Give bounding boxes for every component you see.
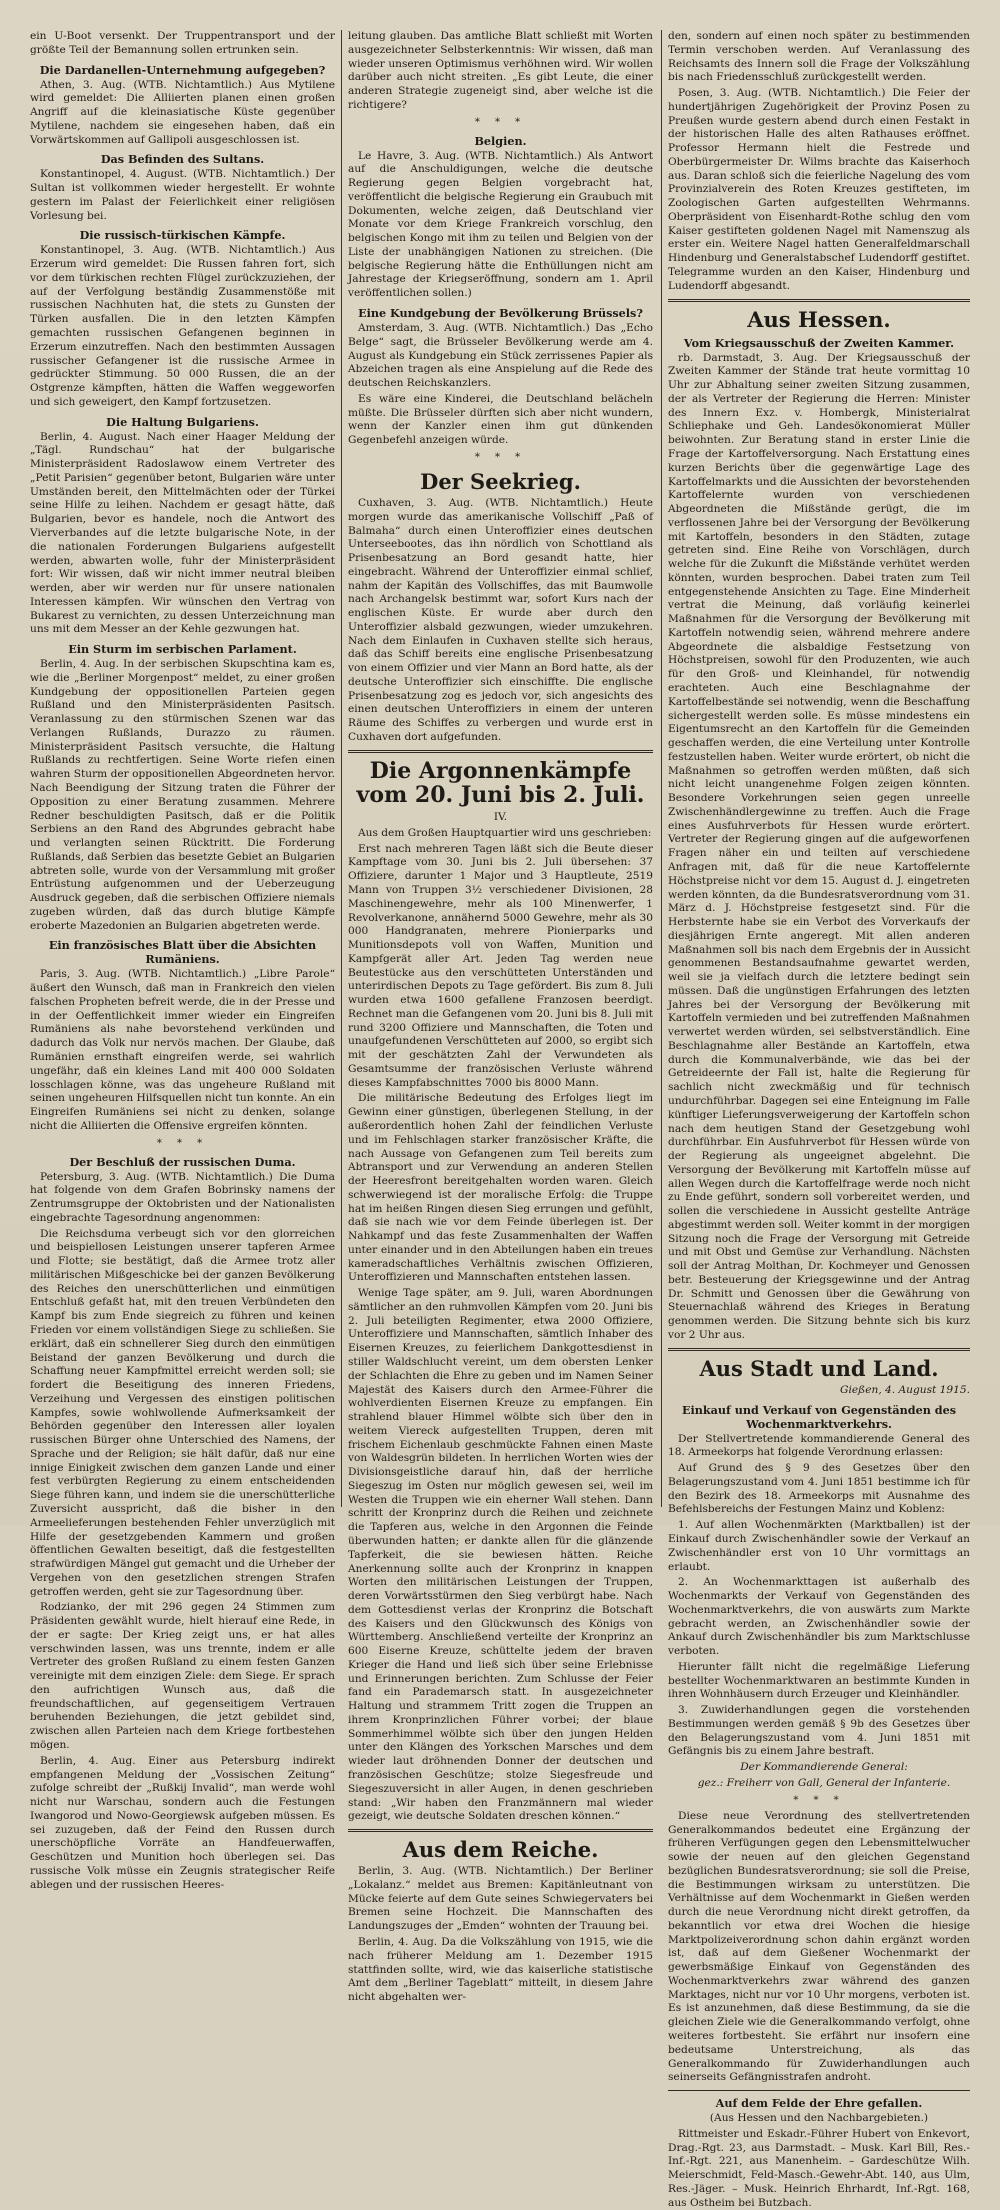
- signature-name: gez.: Freiherr von Gall, General der Infanterie.: [697, 1777, 951, 1789]
- section-divider: [668, 2090, 970, 2091]
- column-middle: [348, 30, 653, 2004]
- article-paragraph: 1. Auf allen Wochenmärkten (Marktballen) ist der Einkauf durch Zwischenhändler sowie der Verkauf an Zwischenhändler erst von 10 Uhr vormittags an erlaubt.: [668, 1519, 970, 1573]
- article-paragraph: Berlin, 4. Aug. In der serbischen Skupschtina kam es, wie die „Berliner Morgenpost“ meldet, zu einer großen Kundgebung der oppositionellen Parteien gegen Rußland und den Ministerpräsidenten Pasitsch. Veranlassung zu den stürmischen Szenen war das Verlangen Rußlands, Durazzo zu räumen. Ministerpräsident Pasitsch versuchte, die Haltung Rußlands zu rechtfertigen. Seine Worte riefen einen wahren Sturm der oppositionellen Abgeordneten hervor. Nach Beendigung der Sitzung traten die Führer der Opposition zu einer Beratung zusammen. Mehrere Redner beschuldigten Pasitsch, daß er die Politik Serbiens an den Rand des Abgrundes gebracht habe und verlangten seinen Rücktritt. Die Forderung Rußlands, daß Serbien das besetzte Gebiet an Bulgarien abtreten solle, wurde von der Versammlung mit großer Entrüstung aufgenommen und der Ueberzeugung Ausdruck gegeben, daß die serbischen Offiziere niemals zugeben würden, daß das durch blutige Kämpfe eroberte Mazedonien an Bulgarien abgetreten werde.: [30, 658, 335, 932]
- headline-serbien: Ein Sturm im serbischen Parlament.: [68, 642, 297, 657]
- section-title-seekrieg: Der Seekrieg.: [420, 468, 581, 494]
- article-paragraph: Es wäre eine Kinderei, die Deutschland belächeln müßte. Die Brüsseler dürften sich aber nicht wundern, wenn der Kanzler einen ihm gut dünkenden Gegenbefehl anzeigen würde.: [348, 392, 653, 447]
- section-divider: [668, 299, 970, 302]
- article-paragraph: Der Stellvertretende kommandierende General des 18. Armeekorps hat folgende Verordnung erlassen:: [668, 1432, 970, 1459]
- article-paragraph: Auf Grund des § 9 des Gesetzes über den Belagerungszustand vom 4. Juni 1851 bestimme ich für den Bezirk des 18. Armeekorps mit Ausnahme des Befehlsbereichs der Festungen Mainz und Koblenz:: [668, 1462, 970, 1516]
- article-paragraph: 2. An Wochenmarkttagen ist außerhalb des Wochenmarkts der Verkauf von Gegenständen des Wochenmarktverkehrs, die von auswärts zum Markte gebracht werden, an Zwischenhändler sowie der Ankauf durch Zwischenhändler bis zum Marktschlusse verboten.: [668, 1576, 970, 1658]
- article-paragraph: Berlin, 4. Aug. Einer aus Petersburg indirekt empfangenen Meldung der „Vossischen Zeitung“ zufolge schreibt der „Rußkij Invalid“, man werde wohl nicht nur Warschau, sondern auch die Festungen Iwangorod und Nowo-Georgiewsk aufgeben müssen. Es sei zuzugeben, daß der Feind den Russen durch unerschöpfliche Vorräte an Handfeuerwaffen, Geschützen und Munition hoch überlegen sei. Das russische Volk müsse ein Zeugnis strategischer Reife ablegen und der russischen Heeres-: [30, 1754, 335, 1891]
- article-paragraph: Konstantinopel, 4. August. (WTB. Nichtamtlich.) Der Sultan ist vollkommen wieder hergestellt. Er wohnte gestern im Palast der Feierlichkeit einer religiösen Vorlesung bei.: [30, 168, 335, 222]
- article-paragraph: Berlin, 4. August. Nach einer Haager Meldung der „Tägl. Rundschau“ hat der bulgarische Ministerpräsident Radoslawow einem Vertreter des „Petit Parisien“ gegenüber betont, Bulgarien wäre unter Umständen bereit, den Mittelmächten oder der Türkei seine Hilfe zu leihen. Nachdem er gesagt hätte, daß Bulgarien, bevor es handele, noch die Antwort des Vierverbandes auf die letzte bulgarische Note, in der die nationalen Forderungen Bulgariens aufgestellt werden, abwarten wolle, fuhr der Ministerpräsident fort: Wir wissen, daß wir nicht immer neutral bleiben werden, aber wir werden nur für unsere nationalen Interessen kämpfen. Wir wünschen den Vertrag von Bukarest zu vernichten, zu dessen Unterzeichnung man uns mit dem Messer an der Kehle gezwungen hat.: [30, 430, 335, 636]
- headline-belgien: Belgien.: [474, 133, 527, 148]
- headline-bulgarien: Die Haltung Bulgariens.: [106, 414, 259, 429]
- article-paragraph: Amsterdam, 3. Aug. (WTB. Nichtamtlich.) Das „Echo Belge“ sagt, die Brüsseler Bevölkerung werde am 4. August als Kundgebung ein Stück zerrissenes Papier als Abzeichen tragen als eine Anspielung auf die Rede des deutschen Reichskanzlers.: [348, 322, 653, 390]
- article-paragraph: Berlin, 3. Aug. (WTB. Nichtamtlich.) Der Berliner „Lokalanz.“ meldet aus Bremen: Kapitänleutnant von Mücke feierte auf dem Gute seines Schwiegervaters bei Bremen seine Hochzeit. Die Mannschaften des Landungszuges der „Emden“ wohnten der Trauung bei.: [348, 1865, 653, 1933]
- headline-bruessel: Eine Kundgebung der Bevölkerung Brüssels?: [358, 306, 643, 321]
- column-right: [668, 30, 970, 2209]
- section-title-reich: Aus dem Reiche.: [402, 1837, 599, 1863]
- article-paragraph: Konstantinopel, 3. Aug. (WTB. Nichtamtlich.) Aus Erzerum wird gemeldet: Die Russen fahren fort, sich vor dem türkischen rechten Flügel zurückzuziehen, der auf der Verfolgung beständig Zusammenstöße mit russischen Nachhuten hat, die stets zu Gunsten der Türken ausfallen. Die in den letzten Kämpfen gemachten russischen Gefangenen beginnen in Erzerum einzutreffen. Nach den bestimmten Aussagen russischer Gefangener ist die russische Armee in gedrückter Stimmung. 50 000 Russen, die an der Ostgrenze kämpften, hätten die Waffen weggeworfen und sich geweigert, den Kampf fortzusetzen.: [30, 244, 335, 408]
- article-paragraph: Rittmeister und Eskadr.-Führer Hubert von Enkevort, Drag.-Rgt. 23, aus Darmstadt. – Musk. Karl Bill, Res.-Inf.-Rgt. 221, aus Manenheim. – Gardeschütze Wilh. Meierschmidt, Feld-Masch.-Gewehr-Abt. 140, aus Ulm, Res.-Jäger. – Musk. Heinrich Ehrhardt, Inf.-Rgt. 168, aus Ostheim bei Butzbach.: [668, 2127, 970, 2209]
- separator-stars: * * *: [156, 1137, 209, 1149]
- article-paragraph: Hierunter fällt nicht die regelmäßige Lieferung bestellter Wochenmarktwaren an bestimmte Kunden in ihren Wohnhäusern durch Erzeuger und Kleinhändler.: [668, 1660, 970, 1701]
- article-paragraph: Wenige Tage später, am 9. Juli, waren Abordnungen sämtlicher an den ruhmvollen Kämpfen vom 20. Juni bis 2. Juli beteiligten Regimenter, etwa 2000 Offiziere, Unteroffiziere und Mannschaften, sämtlich Inhaber des Eisernen Kreuzes, zu feierlichem Dankgottesdienst in stiller Waldschlucht vereint, um dem obersten Lenker der Schlachten die Ehre zu geben und im Namen Seiner Majestät des Kaisers durch den Armee-Führer die wohlverdienten Eisernen Kreuze zu empfangen. Ein strahlend blauer Himmel wölbte sich über den in weitem Viereck aufgestellten Truppen, deren mit frischem Eichenlaub geschmückte Fahnen einen Maste von Waldesgrün bildeten. In herrlichen Worten wies der Divisionsgeistliche darauf hin, daß der herrliche Siegeszug im Osten nur möglich gewesen sei, weil im Westen die Truppen wie ein eherner Wall stehen. Dann schritt der Kronprinz durch die Reihen und zeichnete die Tapferen aus, welche in den Argonnen die Feinde überwunden hatten; er dankte allen für die glänzende Tapferkeit, die sie bewiesen hätten. Reiche Anerkennung sollte auch der Kronprinz in knappen Worten den militärischen Leistungen der Truppen, deren Vorwärtsstürmen den Sieg verbürgt habe. Nach dem Gottesdienst verlas der Kronprinz die Botschaft des Kaisers und den Glückwunsch des Königs von Württemberg. Anschließend verteilte der Kronprinz an 600 Eiserne Kreuze, schüttelte jedem der braven Krieger die Hand und ließ sich über seine Erlebnisse und Erinnerungen berichten. Zum Schlusse der Feier fand ein Parademarsch statt. In ausgezeichneter Haltung und strammem Tritt zogen die Truppen an ihrem Kronprinzlichen Führer vorbei; der blaue Sommerhimmel wölbte sich über den jungen Helden unter den Klängen des Yorkschen Marsches und dem wieder laut dröhnenden Donner der deutschen und französischen Geschütze; stolze Siegesfreude und Siegeszuversicht in aller Augen, in denen geschrieben stand: „Wir haben den Franzmännern mal wieder gezeigt, wie deutsche Soldaten dreschen können.“: [348, 1287, 653, 1823]
- part-number: IV.: [493, 811, 508, 824]
- signature-line: Der Kommandierende General:: [740, 1761, 908, 1774]
- article-paragraph: ein U-Boot versenkt. Der Truppentransport und der größte Teil der Bemannung sollen ertrunken sein.: [30, 30, 335, 56]
- headline-rumaenien: Ein französisches Blatt über die Absichten Rumäniens.: [48, 938, 317, 967]
- column-divider: [341, 30, 342, 1507]
- article-paragraph: Diese neue Verordnung des stellvertretenden Generalkommandos bedeutet eine Ergänzung der früheren Verfügungen gegen den Lebensmittelwucher sowie der neuen auf den gleichen Gegenstand bezüglichen Bundesratsverordnung; sie soll die Preise, die Bestimmungen wirksam zu unterstützen. Die Verhältnisse auf dem Wochenmarkt in Gießen werden durch die neue Verordnung nicht direkt getroffen, da bekanntlich vor etwa drei Wochen die hiesige Marktpolizeiverordnung schon dahin ergänzt worden ist, daß auf dem Gießener Wochenmarkt der gewerbsmäßige Einkauf von Gegenständen des Wochenmarktverkehrs zwar während des ganzen Marktages, nicht nur vor 10 Uhr morgens, verboten ist. Es ist anzunehmen, daß diese Bestimmung, da sie die gleichen Ziele wie die Generalkommando verfolgt, ohne weiteres fortbesteht. Sie erfährt nur insofern eine bedeutsame Unterstreichung, als das Generalkommando für Zuwiderhandlungen auch seinerseits Gefängnisstrafen androht.: [668, 1809, 970, 2084]
- section-title-stadt-land: Aus Stadt und Land.: [699, 1355, 939, 1381]
- column-left: [30, 30, 335, 1891]
- headline-russ-tuerk: Die russisch-türkischen Kämpfe.: [79, 228, 286, 243]
- article-paragraph: Paris, 3. Aug. (WTB. Nichtamtlich.) „Libre Parole“ äußert den Wunsch, daß man in Frankreich den vielen falschen Propheten befreit werde, die in der Presse und in der Oeffentlichkeit immer wieder ein Eingreifen Rumäniens als nahe bevorstehend verkünden und dadurch das Volk nur nervös machen. Der Glaube, daß Rumänien ernsthaft eingreifen werde, sei wahrlich ungefähr, daß ein kleines Land mit 400 000 Soldaten losschlagen könne, was das ungeheure Rußland mit seinen ungeheuren Hilfsquellen nicht tun konnte. An ein Eingreifen Rumäniens sei nicht zu denken, solange nicht die Alliierten die Offensive ergreifen könnten.: [30, 968, 335, 1132]
- article-paragraph: Berlin, 4. Aug. Da die Volkszählung von 1915, wie die nach früherer Meldung am 1. Dezember 1915 stattfinden sollte, wird, wie das kaiserliche statistische Amt dem „Berliner Tageblatt“ mitteilt, in diesem Jahre nicht abgehalten wer-: [348, 1935, 653, 2004]
- article-paragraph: rb. Darmstadt, 3. Aug. Der Kriegsausschuß der Zweiten Kammer der Stände trat heute vormittag 10 Uhr zur Abhaltung seiner zweiten Sitzung zusammen, der als Vertreter der Regierung die Herren: Minister des Innern Exz. v. Hombergk, Ministerialrat Schliephake und Geh. Landesökonomierat Müller beiwohnten. Zur Beratung stand in erster Linie die Frage der Kartoffelversorgung. Nach Erstattung eines kurzen Berichts über die gegenwärtige Lage des Kartoffelmarkts und die Aussichten der bevorstehenden Kartoffelernte wurden von verschiedenen Abgeordneten die Mißstände gerügt, die im verflossenen Jahre bei der Versorgung der Bevölkerung mit Kartoffeln, besonders in den Städten, zutage getreten sind. Eine Reihe von Vorschlägen, durch welche für die Zukunft die Mißstände verhütet werden könnten, wurden besprochen. Dabei traten zum Teil entgegenstehende Ansichten zu Tage. Eine Minderheit vertrat die Meinung, daß vorläufig keinerlei Maßnahmen für die Versorgung der Bevölkerung mit Kartoffeln notwendig seien, während mehrere andere Abgeordnete die alsbaldige Festsetzung von Höchstpreisen, sowohl für den Produzenten, wie auch für den Groß- und Kleinhandel, für notwendig erachteten. Auch eine Beschlagnahme der Kartoffelbestände sei notwendig, wenn die Beschaffung sichergestellt werden solle. Es müsse mindestens ein Eigentumsrecht an den Kartoffeln für die Gemeinden geschaffen werden, die eine Verteilung unter Kontrolle festzustellen haben. Weiter wurde erörtert, ob nicht die Maßnahmen so getroffen werden müßten, daß sich nicht leicht unangenehme Folgen zeigen könnten. Besondere Vorkehrungen seien gegen unreelle Zwischenhändlergewinne zu treffen. Auch die Frage eines Ausfuhrverbots für Hessen wurde erörtert. Vertreter der Regierung gingen auf die aufgeworfenen Fragen näher ein und teilten auf verschiedene Anfragen mit, daß für die neue Kartoffelernte Höchstpreise nicht vor dem 15. August d. J. eingetreten werden könnten, da die Bundesratsverordnung vom 31. März d. J. Höchstpreise festgesetzt sind. Für die Herbsternte habe sie ein Verbot des Vorverkaufs der diesjährigen Ernte angeregt. Mit allen anderen Maßnahmen soll bis nach dem Ergebnis der in Aussicht genommenen Bestandsaufnahme gewartet werden, weil sie ja vielfach durch die letztere bedingt sein müssen. Daß die ungünstigen Erfahrungen des letzten Jahres bei der Versorgung der Bevölkerung mit Kartoffeln vermieden und bei zutreffenden Maßnahmen verwertet werden würden, sei selbstverständlich. Eine Beschlagnahme aller Bestände an Kartoffeln, etwa durch die Kommunalverbände, wie das bei der Getreideernte der Fall ist, halte die Regierung für sachlich nicht zweckmäßig und für technisch undurchführbar. Dagegen sei eine Enteignung im Falle künftiger Lieferungsverweigerung der Kartoffeln schon nach dem heutigen Stand der Gesetzgebung wohl durchführbar. Ein Ausfuhrverbot für Hessen würde von der Regierung als ungeeignet abgelehnt. Die Versorgung der Bevölkerung mit Kartoffeln müsse auf allen Wegen durch die Kartoffelfrage werde noch nicht zu Ende geführt, sondern soll vorbereitet werden, und sollen die verschiedene in Aussicht gestellte Anträge abgestimmt werden soll. Weiter kommt in der morgigen Sitzung noch die Frage der Versorgung mit Getreide und mit Obst und Gemüse zur Verhandlung. Nächsten soll der Antrag Molthan, Dr. Kochmeyer und Genossen betr. Besteuerung der Kriegsgewinne und der Antrag Dr. Schmitt und Genossen über die Gewährung von Steuernachlaß während des Krieges in Beratung genommen werden. Die Sitzung behnte sich bis kurz vor 2 Uhr aus.: [668, 351, 970, 1341]
- subheadline-gefallen: (Aus Hessen und den Nachbargebieten.): [709, 2112, 929, 2125]
- article-paragraph: Die militärische Bedeutung des Erfolges liegt im Gewinn einer günstigen, überlegenen Stellung, in der außerordentlich hohen Zahl der feindlichen Verluste und im Fehlschlagen starker französischer Kräfte, die nach Aussage von Gefangenen zum Teil bereits zum Abtransport und zur Verwendung an anderen Stellen der Heeresfront bereitgehalten worden waren. Gleich schwerwiegend ist der moralische Erfolg: die Truppe hat im heißen Ringen diesen Sieg errungen und gefühlt, daß sie nach wie vor dem Feinde überlegen ist. Der Nahkampf und das feste Zusammenhalten der Waffen unter einander und in den Abteilungen haben ein treues kameradschaftliches Verhältnis zwischen Offizieren, Unteroffizieren und Mannschaften entstehen lassen.: [348, 1092, 653, 1284]
- section-title-argonnen: Die Argonnenkämpfe vom 20. Juni bis 2. Juli.: [356, 757, 645, 808]
- headline-dardanellen: Die Dardanellen-Unternehmung aufgegeben?: [39, 62, 326, 77]
- separator-stars: * * *: [474, 116, 527, 128]
- section-divider: [348, 750, 653, 753]
- article-paragraph: Erst nach mehreren Tagen läßt sich die Beute dieser Kampftage vom 30. Juni bis 2. Juli übersehen: 37 Offiziere, darunter 1 Major und 3 Hauptleute, 2519 Mann von Truppen 3½ verschiedener Divisionen, 28 Maschinengewehre, mehr als 100 Minenwerfer, 1 Revolverkanone, annähernd 5000 Gewehre, mehr als 30 000 Handgranaten, mehrere Pionierparks und Munitionsdepots voll von Waffen, Munition und Kampfgerät aller Art. Jeden Tag werden neue Beutestücke aus den verschütteten Unterständen und unterirdischen Depots zu Tage gefördert. Bis zum 8. Juli wurden etwa 1600 gefallene Franzosen beerdigt. Rechnet man die Gefangenen vom 20. Juni bis 8. Juli mit rund 3200 Offiziere und Mannschaften, die Toten und unaufgefundenen Verschütteten auf 2000, so ergibt sich mit der geschätzten Zahl der Verwundeten als Gesamtsumme der französischen Verluste während dieses Kampfabschnittes 7000 bis 8000 Mann.: [348, 842, 653, 1089]
- article-paragraph: 3. Zuwiderhandlungen gegen die vorstehenden Bestimmungen werden gemäß § 9b des Gesetzes über den Belagerungszustand vom 4. Juni 1851 mit Gefängnis bis zu einem Jahre bestraft.: [668, 1704, 970, 1758]
- article-paragraph: den, sondern auf einen noch später zu bestimmenden Termin verschoben werden. Auf Veranlassung des Reichsamts des Innern soll die Frage der Volkszählung bis nach Friedensschluß zurückgestellt werden.: [668, 30, 970, 84]
- article-paragraph: leitung glauben. Das amtliche Blatt schließt mit Worten ausgezeichneter Selbsterkenntnis: Wir wissen, daß man wieder unseren Optimismus verhöhnen wird. Wir wollen darüber auch nicht streiten. „Es gibt Leute, die einer anderen Strategie zugeneigt sind, aber welche ist die richtigere?: [348, 30, 653, 111]
- separator-stars: * * *: [474, 451, 527, 463]
- section-divider: [668, 1348, 970, 1351]
- column-divider: [661, 30, 662, 1507]
- article-paragraph: Rodzianko, der mit 296 gegen 24 Stimmen zum Präsidenten gewählt wurde, hielt hierauf eine Rede, in der er sagte: Der Krieg zeigt uns, er hat alles verschwinden lassen, was uns trennte, indem er alle Vertreter des großen Rußland zu einem festen Ganzen vereinigte mit dem einzigen Ziele: dem Siege. Er sprach den aufrichtigen Wunsch aus, daß die freundschaftlichen, auf gegenseitigem Vertrauen beruhenden Beziehungen, die jetzt gebildet sind, zwischen allen Parteien nach dem Kriege fortbestehen mögen.: [30, 1601, 335, 1751]
- article-paragraph: Posen, 3. Aug. (WTB. Nichtamtlich.) Die Feier der hundertjährigen Zugehörigkeit der Provinz Posen zu Preußen wurde gestern abend durch einen Festakt in der historischen Halle des alten Rathauses eröffnet. Professor Hermann hielt die Festrede und Oberbürgermeister Dr. Wilms brachte das Kaiserhoch aus. Daran schloß sich die feierliche Nagelung des vom Provinzialverein des Roten Kreuzes gestifteten, im Zoologischen Garten aufgestellten Wehrmanns. Oberpräsident von Eisenhardt-Rothe schlug den vom Kaiser gestifteten goldenen Nagel mit Namenszug als erster ein. Weitere Nagel hatten Generalfeldmarschall Hindenburg und Generalstabschef Ludendorff gestiftet. Telegramme wurden an den Kaiser, Hindenburg und Ludendorff abgesandt.: [668, 87, 970, 292]
- headline-sultan: Das Befinden des Sultans.: [100, 152, 265, 167]
- article-paragraph: Cuxhaven, 3. Aug. (WTB. Nichtamtlich.) Heute morgen wurde das amerikanische Vollschiff „Paß of Balmaha“ durch einen Unteroffizier eines deutschen Unterseebootes, das ihn nördlich von Schottland als Prisenbesatzung an Bord gesandt hatte, hier eingebracht. Während der Unteroffizier einmal schlief, nahm der Kapitän des Vollschiffes, das mit Baumwolle nach Archangelsk bestimmt war, sofort Kurs nach der englischen Küste. Er wurde aber durch den Unteroffizier alsbald gezwungen, wieder umzukehren. Nach dem Einlaufen in Cuxhaven stellte sich heraus, daß das Schiff bereits eine englische Prisenbesatzung von einem Offizier und vier Mann an Bord hatte, als der deutsche Unteroffizier sich einschiffte. Die englische Prisenbesatzung zog es jedoch vor, sich angesichts des einen deutschen Unteroffiziers in einem der unteren Räume des Schiffes zu verbergen und wurde erst in Cuxhaven dort aufgefunden.: [348, 497, 653, 744]
- headline-wochenmarkt: Einkauf und Verkauf von Gegenständen des Wochenmarktverkehrs.: [681, 1402, 957, 1431]
- separator-stars: * * *: [793, 1794, 845, 1806]
- section-divider: [348, 1829, 653, 1832]
- article-paragraph: Athen, 3. Aug. (WTB. Nichtamtlich.) Aus Mytilene wird gemeldet: Die Alliierten planen einen großen Angriff auf die kleinasiatische Küste gegenüber Mytilene, nachdem sie eingesehen haben, daß ein Vorwärtskommen auf Gallipoli ausgeschlossen ist.: [30, 78, 335, 146]
- article-paragraph: Aus dem Großen Hauptquartier wird uns geschrieben:: [358, 826, 652, 839]
- dateline: Gießen, 4. August 1915.: [840, 1383, 970, 1396]
- article-paragraph: Die Reichsduma verbeugt sich vor den glorreichen und beispiellosen Leistungen unserer tapferen Armee und Flotte; sie bestätigt, daß die Armee trotz aller militärischen Mißgeschicke bei der ganzen Bevölkerung des Reiches den unerschütterlichen und einmütigen Entschluß gefaßt hat, mit den treuen Verbündeten den Kampf bis zum Ende siegreich zu führen und keinen Frieden vor einem vollständigen Siege zu schließen. Sie erklärt, daß ein schnellerer Sieg durch den einmütigen Beistand der ganzen Bevölkerung und durch die Schaffung neuer Kampfmittel erreicht werden soll; sie fordert die Beseitigung des inneren Friedens, Verzeihung und Vergessen des einstigen politischen Kampfes, sowie wohlwollende Aufmerksamkeit der Behörden gegenüber den Interessen aller loyalen russischen Bürger ohne Unterschied des Namens, der Sprache und der Religion; sie hält dafür, daß nur eine innige Einigkeit zwischen dem ganzen Lande und einer fest verbürgten Regierung zu einem entscheidenden Siege führen kann, und indem sie die unerschütterliche Zuversicht ausspricht, daß die bisher in den Armeelieferungen bestehenden Fehler unverzüglich mit Hilfe der gesetzgebenden Kammern und großen öffentlichen Gewalten beseitigt, daß die festgestellten strafwürdigen Mängel gut gemacht und die Urheber der Vergehen von den gesetzlichen strengen Strafen getroffen werden, geht sie zur Tagesordnung über.: [30, 1227, 335, 1598]
- headline-duma: Der Beschluß der russischen Duma.: [69, 1154, 296, 1169]
- headline-gefallen: Auf dem Felde der Ehre gefallen.: [715, 2096, 923, 2111]
- article-paragraph: Le Havre, 3. Aug. (WTB. Nichtamtlich.) Als Antwort auf die Anschuldigungen, welche die deutsche Regierung gegen Belgien vorgebracht hat, veröffentlicht die belgische Regierung ein Graubuch mit Dokumenten, welche zeigen, daß Deutschland vier Monate vor dem Kriege Frankreich vorschlug, den belgischen Kongo mit ihm zu teilen und Belgien von der Liste der unabhängigen Nationen zu streichen. (Die belgische Regierung hätte die Enthüllungen nicht am Jahrestage der Kriegseröffnung, sondern am 1. April veröffentlichen sollen.): [348, 149, 653, 300]
- article-paragraph: Petersburg, 3. Aug. (WTB. Nichtamtlich.) Die Duma hat folgende von dem Grafen Bobrinsky namens der Zentrumsgruppe der Oktobristen und der Nationalisten eingebrachte Tagesordnung angenommen:: [30, 1170, 335, 1224]
- section-title-hessen: Aus Hessen.: [747, 306, 891, 332]
- headline-kriegsausschuss: Vom Kriegsausschuß der Zweiten Kammer.: [683, 335, 955, 350]
